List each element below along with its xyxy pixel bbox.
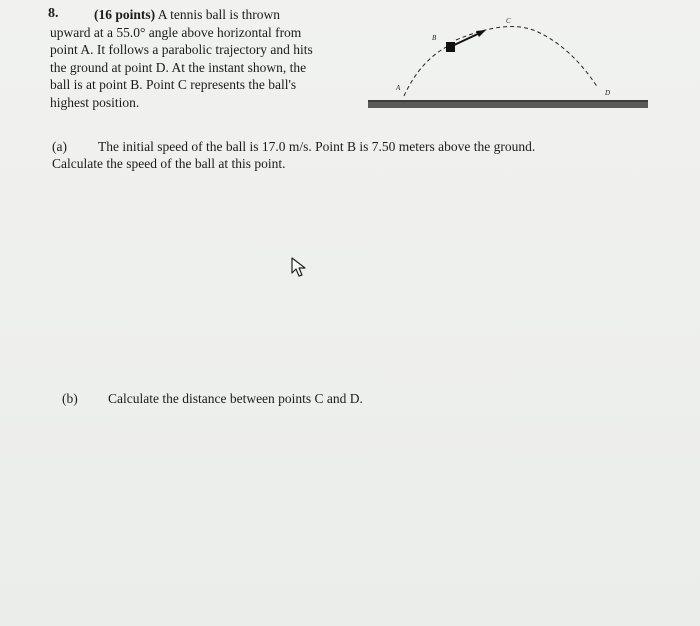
point-c-label: C (506, 17, 511, 25)
part-b-label: (b) (62, 391, 78, 406)
part-b (62, 390, 622, 407)
ball-icon (446, 42, 455, 52)
intro-line-4: the ground at point D. At the instant shown, the (50, 59, 307, 75)
trajectory-diagram (360, 6, 660, 116)
trajectory-fall-path (456, 27, 598, 88)
intro-line-2: upward at a 55.0° angle above horizontal from (50, 24, 302, 40)
velocity-arrow-head (476, 30, 486, 37)
point-d-label: D (605, 89, 611, 97)
point-b-label: B (432, 34, 437, 42)
velocity-arrow-line (452, 32, 482, 46)
part-a (52, 138, 612, 172)
problem-intro (50, 6, 350, 111)
mouse-cursor-icon (290, 256, 308, 278)
trajectory-rise-path (404, 46, 448, 96)
part-a-label: (a) (52, 139, 67, 154)
ground-edge (368, 100, 648, 102)
intro-line-3: point A. It follows a parabolic trajectory and hits (50, 42, 313, 57)
part-a-line-2: Calculate the speed of the ball at this point. (52, 156, 286, 171)
part-b-text: Calculate the distance between points C and D. (108, 391, 363, 406)
intro-line-5: ball is at point B. Point C represents the ball's (50, 77, 297, 92)
intro-line-1: (16 points) A tennis ball is thrown (94, 7, 281, 22)
problem-number: 8. (48, 6, 59, 21)
intro-line-6: highest position. (50, 94, 140, 110)
point-a-label: A (396, 84, 401, 92)
points-label: (16 points) (94, 7, 156, 22)
part-a-line-1: The initial speed of the ball is 17.0 m/s. Point B is 7.50 meters above the ground. (98, 139, 536, 154)
